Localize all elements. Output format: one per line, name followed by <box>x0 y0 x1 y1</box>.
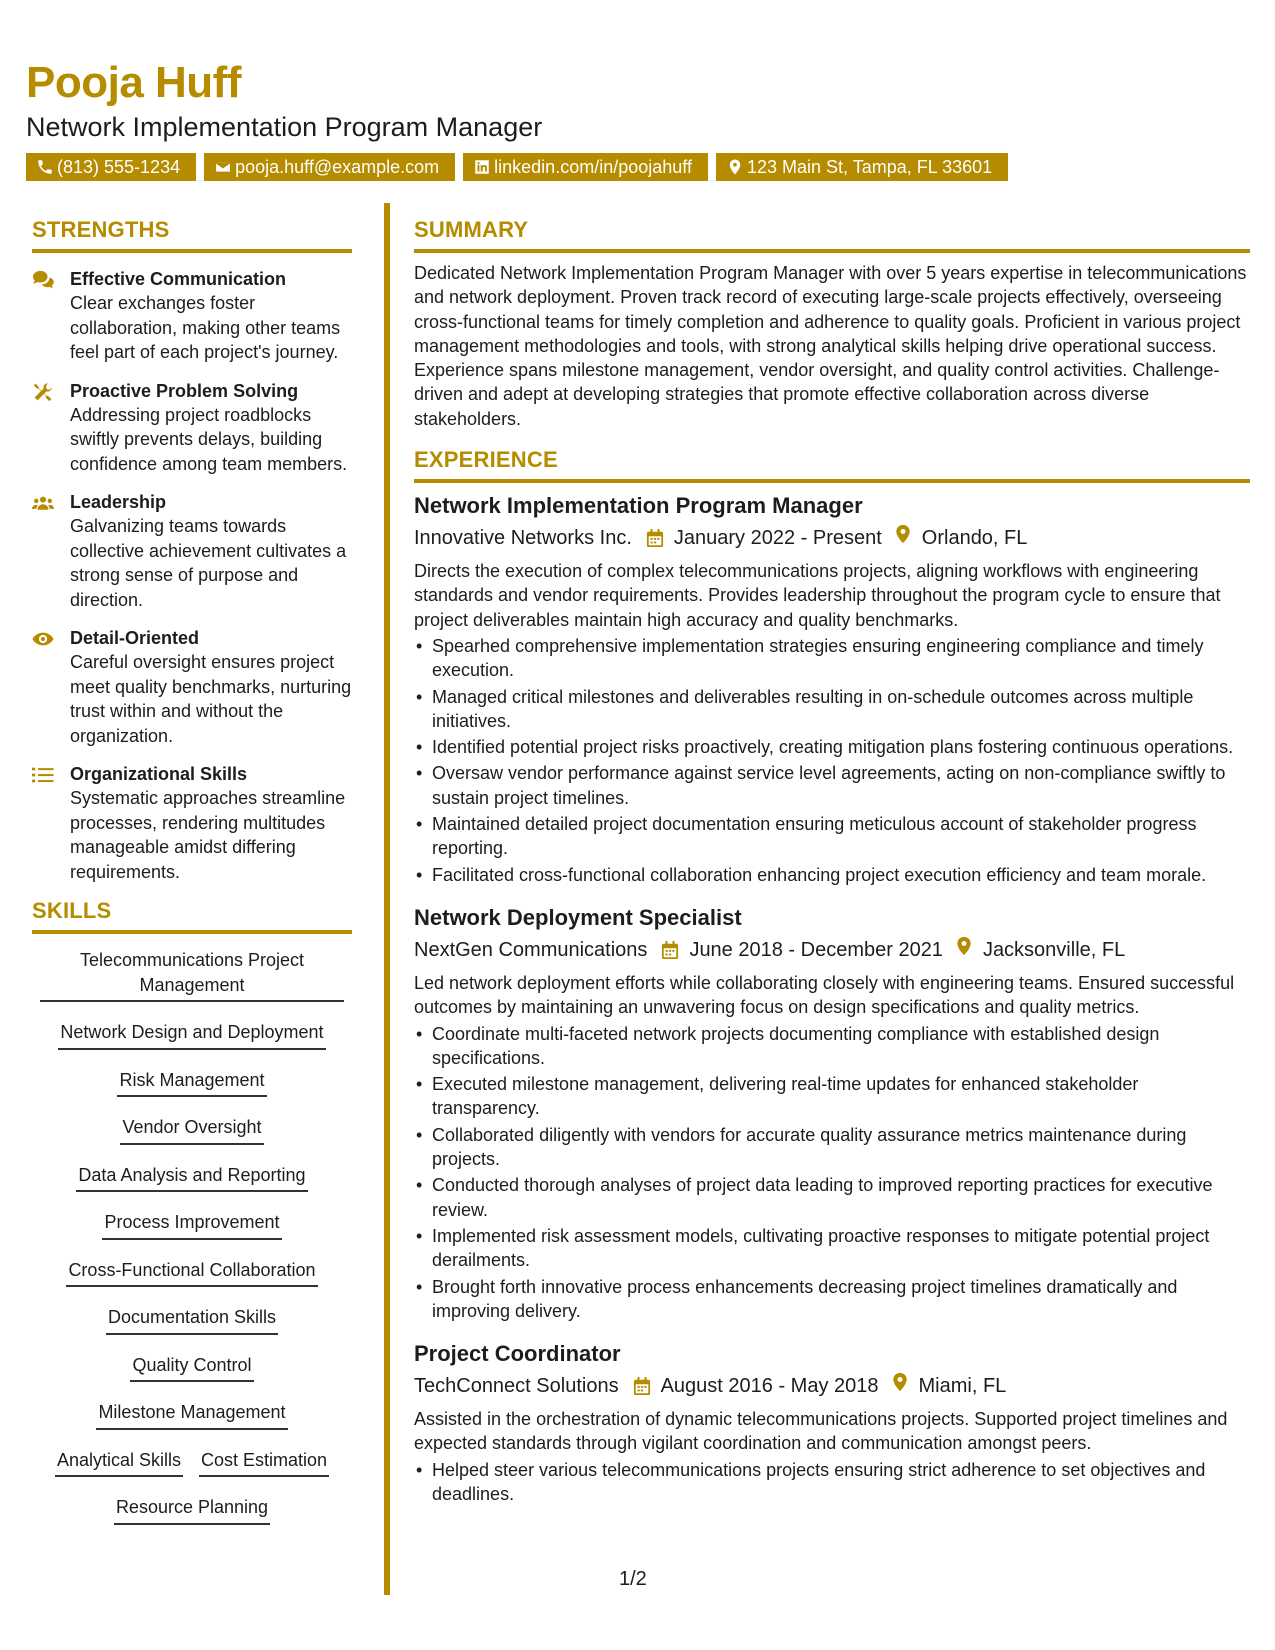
skill-tag: Telecommunications Project Management <box>40 948 344 1002</box>
strength-title: Detail-Oriented <box>70 628 200 648</box>
skills-list <box>32 948 352 1543</box>
map-pin-icon <box>891 1372 909 1392</box>
calendar-icon <box>661 940 679 960</box>
skill-tag: Process Improvement <box>102 1210 281 1240</box>
job-meta <box>414 523 1250 553</box>
job-bullet: • Managed critical milestones and deliverables resulting in on-schedule outcomes across multiple initiatives. <box>414 685 1250 734</box>
job-bullet: • Identified potential project risks proactively, creating mitigation plans fostering continuous operations. <box>414 735 1250 759</box>
strength-desc: Careful oversight ensures project meet quality benchmarks, nurturing trust within and without the organization. <box>70 652 352 746</box>
users-icon <box>32 493 54 513</box>
job-description: Assisted in the orchestration of dynamic telecommunications projects. Supported project timelines and expected standards through vigilant coordination and communication amongst peers. <box>414 1409 1228 1454</box>
job-location: Miami, FL <box>918 1375 1007 1398</box>
strength-item <box>32 490 352 612</box>
job-meta <box>414 1371 1250 1401</box>
contact-linkedin-text: linkedin.com/in/poojahuff <box>494 156 692 177</box>
envelope-icon <box>214 158 232 176</box>
calendar-icon <box>646 528 664 548</box>
skill-tag: Analytical Skills <box>55 1448 183 1478</box>
skill-tag: Vendor Oversight <box>120 1115 263 1145</box>
job-bullet: • Oversaw vendor performance against service level agreements, acting on non-compliance swiftly to sustain project timelines. <box>414 761 1250 810</box>
job-location: Jacksonville, FL <box>982 938 1126 961</box>
job-company: NextGen Communications <box>414 938 648 961</box>
job-dates: June 2018 - December 2021 <box>689 938 943 961</box>
strength-desc: Addressing project roadblocks swiftly prevents delays, building confidence among team members. <box>70 404 348 474</box>
job-bullet: • Conducted thorough analyses of project data leading to improved reporting practices for executive review. <box>414 1173 1250 1222</box>
job-entry <box>414 903 1250 1323</box>
strength-title: Organizational Skills <box>70 764 248 784</box>
job-title: Project Coordinator <box>414 1341 621 1367</box>
job-dates: January 2022 - Present <box>673 527 882 550</box>
contact-email[interactable] <box>204 153 455 181</box>
skill-tag: Cost Estimation <box>199 1448 329 1478</box>
contact-linkedin[interactable] <box>463 153 708 181</box>
contact-bar <box>26 153 1008 181</box>
job-meta <box>414 935 1250 965</box>
linkedin-icon <box>473 158 491 176</box>
contact-phone[interactable] <box>26 153 196 181</box>
right-column <box>414 217 1250 1506</box>
job-entry <box>414 491 1250 887</box>
job-company: Innovative Networks Inc. <box>414 527 632 550</box>
job-bullets <box>414 1022 1250 1324</box>
strength-item <box>32 762 352 884</box>
strength-desc: Systematic approaches streamline processes, rendering multitudes manageable amidst differing requirements. <box>70 788 346 882</box>
job-bullet: • Facilitated cross-functional collaboration enhancing project execution efficiency and team morale. <box>414 863 1250 887</box>
contact-address <box>716 153 1008 181</box>
job-entry <box>414 1339 1250 1506</box>
map-pin-icon <box>955 936 973 956</box>
skill-tag: Network Design and Deployment <box>58 1020 325 1050</box>
contact-email-text: pooja.huff@example.com <box>235 156 440 177</box>
strength-item <box>32 626 352 748</box>
job-bullet: • Maintained detailed project documentation ensuring meticulous account of stakeholder progress reporting. <box>414 812 1250 861</box>
page-number: 1/2 <box>619 1568 647 1590</box>
job-title: Network Implementation Program Manager <box>414 493 863 519</box>
calendar-icon <box>633 1376 651 1396</box>
job-bullet: • Collaborated diligently with vendors for accurate quality assurance metrics maintenance during projects. <box>414 1123 1250 1172</box>
skill-tag: Resource Planning <box>114 1495 270 1525</box>
strength-desc: Galvanizing teams towards collective achievement cultivates a strong sense of purpose and direction. <box>70 516 347 610</box>
strength-desc: Clear exchanges foster collaboration, making other teams feel part of each project's journey. <box>70 293 341 362</box>
job-title: Network Deployment Specialist <box>414 904 742 930</box>
strengths-list <box>32 267 352 884</box>
skill-tag: Risk Management <box>117 1068 266 1098</box>
list-icon <box>32 765 54 785</box>
phone-icon <box>36 158 54 176</box>
skill-tag: Cross-Functional Collaboration <box>66 1258 317 1288</box>
job-bullet: • Spearhed comprehensive implementation strategies ensuring engineering compliance and timely execution. <box>414 634 1250 683</box>
job-bullet: • Brought forth innovative process enhancements decreasing project timelines dramatically and improving delivery. <box>414 1275 1250 1324</box>
job-bullet: • Executed milestone management, delivering real-time updates for enhanced stakeholder transparency. <box>414 1072 1250 1121</box>
job-description: Directs the execution of complex telecommunications projects, aligning workflows with engineering standards and vendor requirements. Provides leadership throughout the program cycle to ensure that project deliverables maintain high accuracy and quality benchmarks. <box>414 561 1221 630</box>
job-company: TechConnect Solutions <box>414 1375 619 1398</box>
summary-text: Dedicated Network Implementation Program Manager with over 5 years expertise in telecommunications and network deployment. Proven track record of executing large-scale projects effectively, overseeing cross-functional teams for timely completion and adherence to quality goals. Proficient in various project management methodologies and tools, with strong analytical skills helping drive operational success. Experience spans milestone management, vendor oversight, and quality control activities. Challenge-driven and adept at developing strategies that promote effective collaboration across diverse stakeholders. <box>414 263 1247 429</box>
contact-phone-text: (813) 555-1234 <box>57 156 181 177</box>
skill-tag: Data Analysis and Reporting <box>76 1163 307 1193</box>
contact-address-text: 123 Main St, Tampa, FL 33601 <box>746 156 993 177</box>
experience-heading: EXPERIENCE <box>414 447 1250 483</box>
job-bullet: • Implemented risk assessment models, cultivating proactive responses to mitigate potential project derailments. <box>414 1224 1250 1273</box>
strength-title: Proactive Problem Solving <box>70 380 299 401</box>
candidate-name: Pooja Huff <box>26 58 241 107</box>
strength-item <box>32 379 352 477</box>
strength-item <box>32 267 352 365</box>
left-column <box>32 217 352 1543</box>
map-pin-icon <box>726 158 744 176</box>
map-pin-icon <box>894 524 912 544</box>
skill-tag: Documentation Skills <box>106 1305 278 1335</box>
column-divider <box>384 203 390 1595</box>
candidate-title: Network Implementation Program Manager <box>26 112 543 142</box>
skills-heading: SKILLS <box>32 898 352 934</box>
skill-tag: Milestone Management <box>96 1400 287 1430</box>
strength-title: Leadership <box>70 492 167 512</box>
comments-icon <box>32 270 54 290</box>
strengths-heading: STRENGTHS <box>32 217 352 253</box>
job-bullets <box>414 634 1250 887</box>
tools-icon <box>32 382 54 402</box>
summary-heading: SUMMARY <box>414 217 1250 253</box>
strength-title: Effective Communication <box>70 269 287 289</box>
job-description: Led network deployment efforts while collaborating closely with engineering teams. Ensured successful outcomes by maintaining an unwavering focus on design specifications and quality metrics. <box>414 972 1235 1018</box>
job-bullets <box>414 1458 1250 1507</box>
eye-icon <box>32 629 54 649</box>
job-dates: August 2016 - May 2018 <box>660 1375 879 1398</box>
job-location: Orlando, FL <box>921 527 1028 550</box>
job-bullet: • Helped steer various telecommunications projects ensuring strict adherence to set objectives and deadlines. <box>414 1458 1250 1507</box>
skill-tag: Quality Control <box>130 1353 253 1383</box>
job-bullet: • Coordinate multi-faceted network projects documenting compliance with established design specifications. <box>414 1022 1250 1071</box>
